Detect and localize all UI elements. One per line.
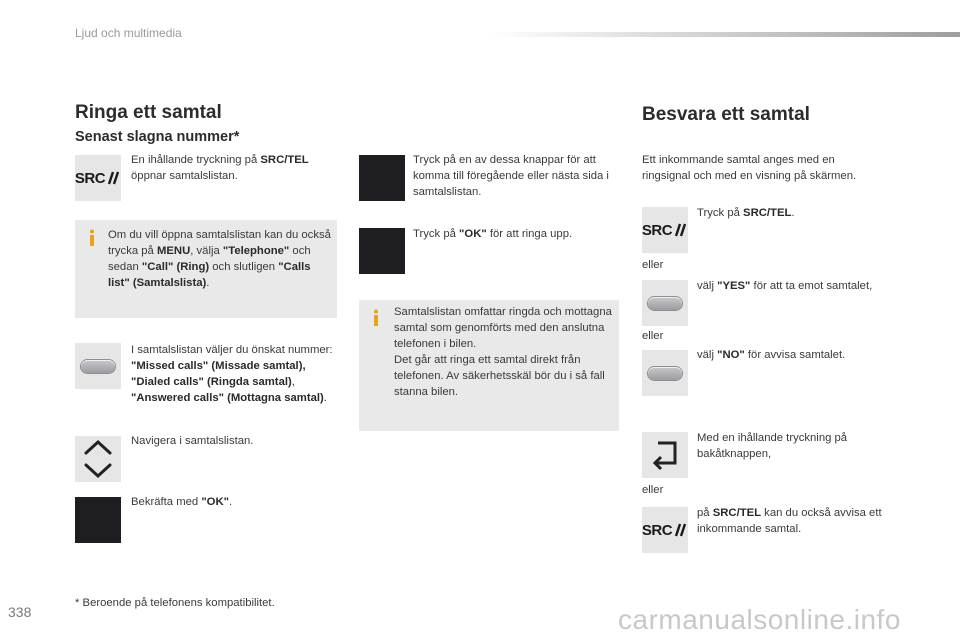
section-title: Ljud och multimedia: [75, 26, 182, 40]
left-step-4: Bekräfta med "OK".: [131, 496, 233, 508]
page-number: 338: [8, 604, 32, 620]
src-logo-text: SRC: [641, 521, 673, 539]
slash-icon: [672, 223, 688, 237]
right-option-5: på SRC/TEL kan du också avvisa ett inkommande samtal.: [697, 507, 882, 535]
page-buttons-image: [359, 155, 405, 201]
src-tel-button-icon: [75, 155, 121, 201]
left-step-2: I samtalslistan väljer du önskat nummer: "Missed calls" (Missade samtal), "Dialed calls" (Ringda samtal), "Answered calls" (Mottagna samtal).: [131, 344, 333, 404]
or-label-2: eller: [642, 330, 664, 342]
info-icon: [370, 309, 382, 327]
right-intro: Ett inkommande samtal anges med en ringsignal och med en visning på skärmen.: [642, 154, 857, 182]
src-logo-text: SRC: [641, 221, 673, 239]
slash-icon: [672, 523, 688, 537]
right-option-2: välj "YES" för att ta emot samtalet,: [697, 280, 873, 292]
or-label-3: eller: [642, 484, 664, 496]
src-tel-button-icon: [642, 207, 688, 253]
middle-step-1: Tryck på en av dessa knappar för att komma till föregående eller nästa sida i samtalslistan.: [413, 154, 609, 198]
footnote: * Beroende på telefonens kompatibilitet.: [75, 597, 275, 609]
info-calls-text: Samtalslistan omfattar ringda och mottagna samtal som genomförts med den anslutna telefonen i bilen. Det går att ringa ett samtal direkt från telefonen. Av säkerhetsskäl bör du i så fall stanna bilen.: [394, 306, 612, 398]
info-box-menu: [75, 220, 337, 318]
src-tel-button-icon: [642, 507, 688, 553]
left-step-3: Navigera i samtalslistan.: [131, 435, 254, 447]
ok-call-button-image: [359, 228, 405, 274]
select-button-icon: [75, 343, 121, 389]
header-divider: [488, 32, 960, 37]
info-box-calls: [359, 300, 619, 431]
middle-step-2: Tryck på "OK" för att ringa upp.: [413, 228, 573, 240]
left-title: Ringa ett samtal: [75, 102, 222, 123]
right-option-4: Med en ihållande tryckning på bakåtknappen,: [697, 432, 848, 460]
watermark: carmanualsonline.info: [618, 604, 901, 635]
navigate-up-down-icon: [75, 436, 121, 482]
back-arrow-icon: [642, 432, 688, 478]
right-title: Besvara ett samtal: [642, 104, 810, 125]
info-menu-text: Om du vill öppna samtalslistan kan du också trycka på MENU, välja "Telephone" och sedan "Call" (Ring) och slutligen "Calls list" (Samtalslista).: [108, 229, 331, 289]
ok-button-image: [75, 497, 121, 543]
right-option-1: Tryck på SRC/TEL.: [697, 207, 795, 219]
slash-icon: [105, 171, 121, 185]
left-step-1: En ihållande tryckning på SRC/TEL öppnar samtalslistan.: [131, 154, 309, 182]
no-button-icon: [642, 350, 688, 396]
yes-button-icon: [642, 280, 688, 326]
src-logo-text: SRC: [74, 169, 106, 187]
or-label-1: eller: [642, 259, 664, 271]
left-subtitle: Senast slagna nummer*: [75, 129, 240, 145]
info-icon: [86, 229, 98, 247]
right-option-3: välj "NO" för avvisa samtalet.: [697, 349, 846, 361]
